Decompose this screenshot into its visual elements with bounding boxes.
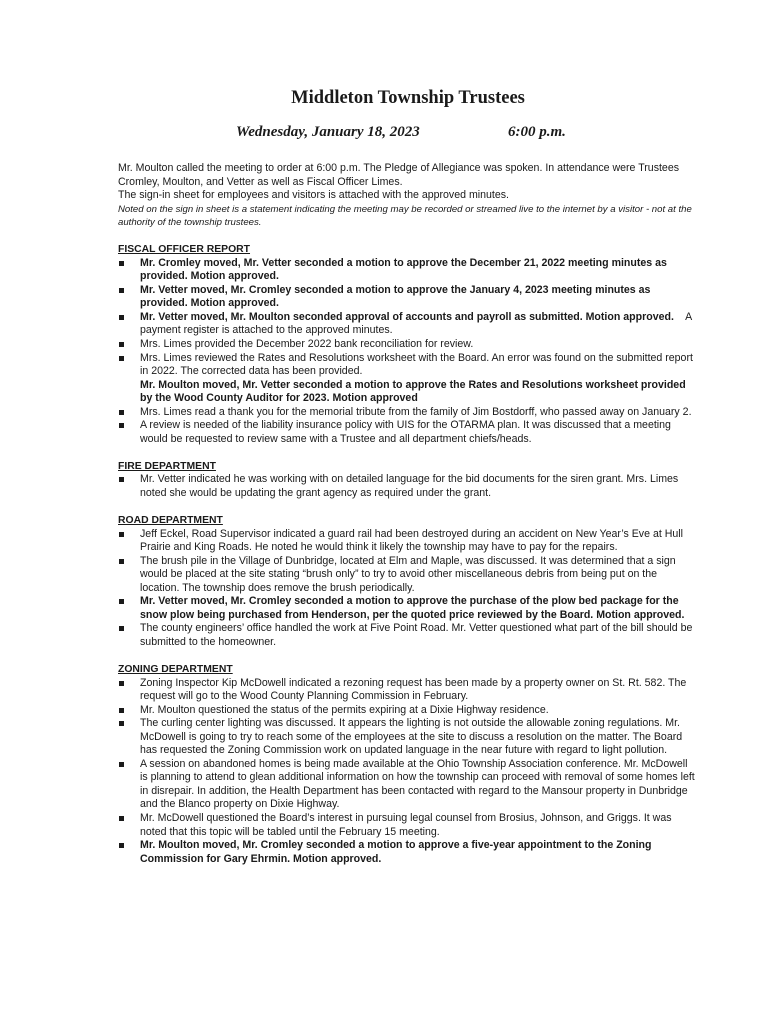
list-item [118, 406, 698, 420]
item-tail: A payment register is attached to the approved minutes. [140, 310, 695, 337]
bullet-icon [119, 599, 124, 604]
meeting-time: 6:00 p.m. [508, 124, 566, 140]
list-item [118, 338, 698, 352]
item-text: Mr. McDowell questioned the Board’s interest in pursuing legal counsel from Brosius, Johnson, and Griggs. It was noted that this topic will be tabled until the February 15 meeting. [140, 811, 672, 838]
bullet-icon [119, 410, 124, 415]
item-text: The brush pile in the Village of Dunbridge, located at Elm and Maple, was discussed. It was determined that a sign would be placed at the site stating “brush only” to try to avoid other miscellaneous debris from being put on the location. The township does remove the brush periodically. [140, 554, 676, 594]
meeting-datetime [118, 122, 698, 142]
list-item [118, 555, 698, 596]
item-text: The curling center lighting was discussed. It appears the lighting is not outside the allowable zoning regulations. Mr. McDowell is going to try to reach some of the employees at the site to discuss a resolution on the matter. The Board has requested the Zoning Commission work on updated language in the near future with regard to light pollution. [140, 717, 683, 757]
item-text: Mr. Vetter indicated he was working with on detailed language for the bid documents for the siren grant. Mrs. Limes noted she would be updating the grant agency as required under the grant. [140, 473, 679, 499]
bullet-icon [119, 356, 124, 361]
bullet-icon [119, 559, 124, 564]
item-text: Mrs. Limes reviewed the Rates and Resolutions worksheet with the Board. An error was found on the submitted report in 2022. The corrected data has been provided. [140, 351, 693, 378]
item-text: Mr. Moulton moved, Mr. Cromley seconded a motion to approve a five-year appointment to the Zoning Commission for Gary Ehrmin. Motion approved. [140, 839, 652, 865]
list-item [118, 812, 698, 839]
bullet-icon [119, 681, 124, 686]
bullet-icon [119, 816, 124, 821]
list-item [118, 595, 698, 622]
item-text: A session on abandoned homes is being made available at the Ohio Township Association conference. Mr. McDowell is planning to attend to glean additional information on how the township can proceed with removal of some homes left in disrepair. In addition, the Health Department has been contacted with regard to the Mansour property in Dunbridge and the Blanco property on Dixie Highway. [140, 757, 695, 811]
bullet-icon [119, 708, 124, 713]
item-text: Mr. Cromley moved, Mr. Vetter seconded a motion to approve the December 21, 2022 meeting minutes as provided. Motion approved. [140, 256, 667, 283]
bullet-icon [119, 288, 124, 293]
list-item [118, 257, 698, 284]
bullet-icon [119, 315, 124, 320]
item-text: Mr. Vetter moved, Mr. Moulton seconded approval of accounts and payroll as submitted. Motion approved. [140, 310, 674, 323]
bullet-icon [119, 532, 124, 537]
intro-block [118, 162, 698, 230]
road-department-section [118, 514, 698, 649]
list-item [118, 717, 698, 758]
bullet-icon [119, 626, 124, 631]
item-text: Jeff Eckel, Road Supervisor indicated a guard rail had been destroyed during an accident on New Year’s Eve at Hull Prairie and King Roads. He noted he would think it likely the township may have to pay for the repairs. [140, 527, 683, 554]
zoning-department-section [118, 663, 698, 866]
fiscal-officer-section [118, 243, 698, 446]
list-item [118, 352, 698, 406]
section-heading: FISCAL OFFICER REPORT [118, 244, 251, 256]
bullet-icon [119, 843, 124, 848]
bullet-icon [119, 762, 124, 767]
list-item [118, 839, 698, 866]
item-text: Mr. Vetter moved, Mr. Cromley seconded a motion to approve the January 4, 2023 meeting minutes as provided. Motion approved. [140, 283, 651, 310]
list-item [118, 677, 698, 704]
meeting-date: Wednesday, January 18, 2023 [236, 124, 420, 140]
item-text: Mrs. Limes read a thank you for the memorial tribute from the family of Jim Bostdorff, who passed away on January 2. [140, 405, 692, 418]
item-motion: Mr. Moulton moved, Mr. Vetter seconded a motion to approve the Rates and Resolutions worksheet provided by the Wood County Auditor for 2023. Motion approved [140, 378, 686, 405]
list-item [118, 284, 698, 311]
list-item [118, 473, 698, 500]
recording-note: Noted on the sign in sheet is a statement indicating the meeting may be recorded or streamed live to the internet by a visitor - not at the authority of the township trustees. [118, 203, 692, 229]
section-heading: FIRE DEPARTMENT [118, 460, 216, 472]
item-text: The county engineers’ office handled the work at Five Point Road. Mr. Vetter questioned what part of the bill should be submitted to the homeowner. [140, 622, 693, 648]
list-item [118, 622, 698, 649]
item-text: Mr. Moulton questioned the status of the permits expiring at a Dixie Highway residence. [140, 703, 549, 716]
list-item [118, 311, 698, 338]
bullet-icon [119, 261, 124, 266]
sign-in-sentence: The sign-in sheet for employees and visitors is attached with the approved minutes. [118, 189, 509, 202]
minutes-page [118, 86, 698, 866]
bullet-icon [119, 423, 124, 428]
item-text: A review is needed of the liability insurance policy with UIS for the OTARMA plan. It was discussed that a meeting would be requested to review same with a Trustee and all department chiefs/heads. [140, 419, 671, 445]
fire-department-section [118, 460, 698, 501]
section-heading: ROAD DEPARTMENT [118, 514, 223, 526]
bullet-icon [119, 342, 124, 347]
bullet-icon [119, 721, 124, 726]
item-text: Zoning Inspector Kip McDowell indicated a rezoning request has been made by a property owner on St. Rt. 582. The request will go to the Wood County Planning Commission in February. [140, 676, 687, 703]
section-heading: ZONING DEPARTMENT [118, 663, 233, 675]
item-text: Mr. Vetter moved, Mr. Cromley seconded a motion to approve the purchase of the plow bed package for the snow plow being purchased from Henderson, per the quoted price reviewed by the Board. Motion approved. [140, 595, 685, 621]
list-item [118, 758, 698, 812]
bullet-icon [119, 477, 124, 482]
list-item [118, 419, 698, 446]
list-item [118, 704, 698, 718]
intro-paragraph: Mr. Moulton called the meeting to order at 6:00 p.m. The Pledge of Allegiance was spoken. In attendance were Trustees Cromley, Moulton, and Vetter as well as Fiscal Officer Limes. [118, 162, 680, 188]
page-title: Middleton Township Trustees [291, 88, 525, 108]
item-text: Mrs. Limes provided the December 2022 bank reconciliation for review. [140, 337, 474, 350]
list-item [118, 528, 698, 555]
